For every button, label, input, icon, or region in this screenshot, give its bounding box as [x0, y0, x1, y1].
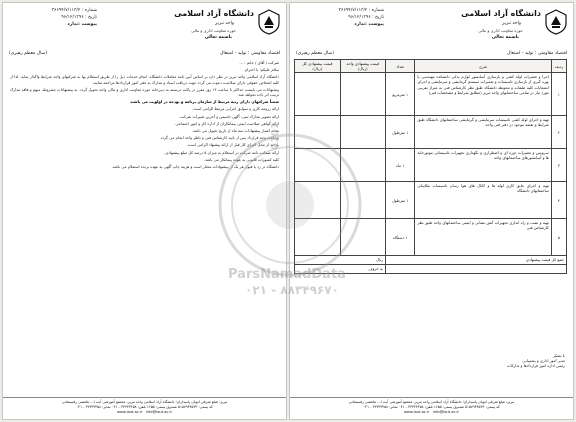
row-qty: ۱ مترطول [386, 116, 415, 149]
letter-date: تاریخ : ۹۶/۱۲/۱۳۹۶ [61, 15, 97, 20]
university-logo-icon [545, 9, 567, 35]
row-total-price[interactable] [295, 73, 341, 116]
row-no: ۱ [551, 73, 566, 116]
col-header-qty: تعداد [386, 60, 415, 73]
footer-contacts [290, 410, 573, 415]
year-note: (سال معظم رهبری) [9, 51, 47, 56]
letter-meta [7, 7, 97, 28]
row-qty: ۱ مترطول [386, 182, 415, 219]
university-name: دانشگاه آزاد اسلامی [174, 9, 254, 18]
row-desc: اجرا و تعمیرات لوله کشی و بازسازی آسانسور لوازم یدکی دانشکده مهندسی با بهره گیری از بازسازی تاسیسات و تعمیرات سیستم گرمایشی و سرمایشی و اجرای انشعابات کلیه طبقات و محوطه دانشگاه طبق نظر کارشناس فنی به متراژ تقریبی مورد نیاز در تمامی ساختمانهای واحد تبریز (مطابق شرایط و مشخصات فنی) [415, 73, 552, 116]
division-name: حوزه معاونت اداری و مالی [478, 28, 523, 33]
row-total-price[interactable] [295, 182, 341, 219]
bold-notice: ضمناً شرکتهای دارای رتبه مرتبط از سازمان برنامه و بودجه در اولویت می باشند [130, 99, 279, 105]
unit-name: واحد تبریز [215, 21, 234, 26]
col-header-no: ردیف [551, 60, 566, 73]
condition-item: مدت اعتبار پیشنهادات سه ماه از تاریخ تحویل می باشد. [191, 128, 279, 134]
letter-number: شماره : ۳۶۶۹۴/۷/۱۱۳/۲ [51, 8, 97, 13]
document-page-left [2, 2, 287, 420]
letter-meta [294, 7, 384, 28]
watermark-number: 0101 [270, 122, 281, 150]
sum-words: به حروف [368, 266, 384, 271]
row-total-price[interactable] [295, 149, 341, 182]
row-qty: ۱ مترمربع [386, 73, 415, 116]
col-header-unit-price: قیمت پیشنهادی واحد (ریال) [340, 60, 386, 73]
condition-item: کلیه کسورات قانونی به عهده پیمانکار می باشد. [203, 156, 279, 162]
row-unit-price[interactable] [340, 73, 386, 116]
letter-number: شماره : ۳۶۶۹۴/۷/۱۱۳/۲ [338, 8, 384, 13]
condition-item: بازدید از محل اجرای کار قبل از ارائه پیشنهاد الزامی است. [186, 142, 279, 148]
sum-rial-cell[interactable] [295, 256, 386, 265]
inquiry-subtitle: اقتصاد مقاومتی ؛ تولید - اشتغال [507, 51, 567, 56]
footer-web[interactable]: www.iaut.ac.ir [116, 410, 143, 414]
row-total-price[interactable] [295, 219, 341, 256]
unit-name: واحد تبریز [502, 21, 521, 26]
watermark-phone: ۰۲۱ - ۸۸۳۴۹۶۷۰ [245, 283, 339, 297]
signature-block [507, 353, 565, 368]
row-unit-price[interactable] [340, 182, 386, 219]
row-no: ۳ [551, 149, 566, 182]
row-desc: سرویس و تعمیرات دوره ای و اضطراری و نگهداری تجهیزات تاسیساتی موتورخانه ها و آسانسورهای ساختمانهای واحد [415, 149, 552, 182]
table-row [295, 182, 567, 219]
division-name: حوزه معاونت اداری و مالی [191, 28, 236, 33]
signature-name: مدیر امور اداری و پشتیبانی [522, 358, 565, 363]
footer-address: تبریز: ضلع شرقی اتوبان پاسداران؛ دانشگاه آزاد اسلامی واحد تبریز، مجتمع آموزشی آیت ا... هاشمی رفسنجانی [348, 400, 515, 404]
body-paragraph: پیشنهادات می بایست حداکثر تا ساعت ۱۴ روز مقرر در پاکت دربسته به دبیرخانه حوزه معاونت اداری و مالی واحد تحویل گردد. به پیشنهادات مشروط، مبهم و فاقد مدارک ترتیب اثر داده نخواهد شد. [10, 86, 280, 98]
row-desc: تهیه و اجرای لوله کشی تاسیسات سرمایشی و گرمایشی ساختمانهای دانشگاه طبق شرایط و نقشه موجود در دفتر فنی واحد [415, 116, 552, 149]
letter-header [290, 3, 573, 49]
col-header-total-price: قیمت پیشنهادی کل (ریال) [295, 60, 341, 73]
watermark-site: ParsNamadData [228, 267, 346, 282]
page-footer [290, 397, 573, 415]
body-paragraph: دانشگاه آزاد اسلامی واحد تبریز در نظر دارد بر اساس آیین نامه معاملات دانشگاه، انجام خدمات ذیل را از طریق استعلام بها به شرکتهای واجد شرایط واگذار نماید. لذا از کلیه اشخاص حقوقی دارای صلاحیت دعوت می گردد جهت دریافت اسناد و مدارک به دفتر امور قراردادها مراجعه نمایند. [10, 74, 279, 85]
greeting: سلام علیکم؛ با احترام [244, 67, 279, 73]
footer-contacts [3, 410, 286, 415]
footer-postal: کد پستی: ۵۱۵۷۹۴۴۵۳۳ صندوق پستی: ۱۶۵۵ تلفن: ۳۳۳۳۳۴۵۸ - ۰۴۱ نمابر: ۳۳۳۳۳۴۵۸ - ۰۴۱ [76, 405, 213, 409]
row-unit-price[interactable] [340, 116, 386, 149]
university-logo-icon [258, 9, 280, 35]
table-row [295, 149, 567, 182]
row-no: ۵ [551, 219, 566, 256]
row-qty: ۱ ماه [386, 149, 415, 182]
inquiry-subtitle: اقتصاد مقاومتی ؛ تولید - اشتغال [220, 51, 280, 56]
year-note: (سال معظم رهبری) [296, 51, 334, 56]
condition-item: ارائه تصویر مدارک ثبتی، آگهی تاسیس و آخرین تغییرات شرکت. [179, 113, 279, 119]
university-name: دانشگاه آزاد اسلامی [461, 9, 541, 18]
table-row [295, 116, 567, 149]
letter-header [3, 3, 286, 49]
items-table [294, 59, 567, 274]
salutation: باسمه تعالی [491, 35, 519, 40]
salutation: باسمه تعالی [204, 35, 232, 40]
proposal-label: پیشنهادی [525, 257, 541, 262]
col-header-desc: شرح [415, 60, 552, 73]
footer-email[interactable]: info@iaut.ac.ir [432, 410, 460, 414]
footer-postal: کد پستی: ۵۱۵۷۹۴۴۵۳۳ صندوق پستی: ۱۶۵۵ تلفن: ۳۳۳۳۳۴۵۸ - ۰۴۱ نمابر: ۳۳۳۳۳۴۵۸ - ۰۴۱ [363, 405, 500, 409]
row-no: ۴ [551, 182, 566, 219]
letter-date: تاریخ : ۹۶/۱۲/۱۳۹۶ [348, 15, 384, 20]
inquiry-title-row [3, 51, 286, 56]
page-footer [3, 397, 286, 415]
sum-label [386, 256, 567, 265]
letter-attachment: پیوست :ندارد [67, 22, 97, 27]
inquiry-title-row [290, 51, 573, 56]
condition-item: ارائه گواهی صلاحیت ایمنی پیمانکاران از اداره کار و امور اجتماعی. [174, 120, 279, 126]
document-page-right [289, 2, 574, 420]
footer-address: تبریز: ضلع شرقی اتوبان پاسداران؛ دانشگاه آزاد اسلامی واحد تبریز، مجتمع آموزشی آیت ا... هاشمی رفسنجانی [61, 400, 228, 404]
row-unit-price[interactable] [340, 149, 386, 182]
letter-attachment: پیوست :ندارد [354, 22, 384, 27]
footer-web[interactable]: www.iaut.ac.ir [403, 410, 430, 414]
row-desc: تهیه و نصب و راه اندازی تجهیزات آتش نشانی و ایمنی ساختمانهای واحد طبق نظر کارشناس فنی [415, 219, 552, 256]
signature-role: رئیس اداره امور قراردادها و تدارکات [506, 363, 565, 368]
row-qty: ۱ دستگاه [386, 219, 415, 256]
row-total-price[interactable] [295, 116, 341, 149]
sum-row [295, 256, 567, 265]
footer-email[interactable]: info@iaut.ac.ir [145, 410, 173, 414]
table-row [295, 73, 567, 116]
sum-label-text: جمع کل قیمت [541, 257, 564, 262]
letter-body [3, 60, 286, 169]
row-unit-price[interactable] [340, 219, 386, 256]
table-row [295, 219, 567, 256]
condition-item: ارائه ضمانت نامه شرکت در استعلام به میزان ۵ درصد کل مبلغ پیشنهادی. [164, 149, 279, 155]
row-no: ۲ [551, 116, 566, 149]
condition-item: پرداخت وجه قرارداد پس از تایید کارشناس فنی و ناظر واحد انجام می گردد. [159, 135, 279, 141]
row-desc: تهیه و اجرای عایق کاری لوله ها و کانال های هوا رسان تاسیسات مکانیکی ساختمانهای دانشگاه [415, 182, 552, 219]
closing-text: با تشکر [552, 353, 565, 358]
sum-rial: ریال [376, 257, 384, 262]
salutation-line: شرکت / آقای / خانم : ... [239, 60, 279, 65]
body-paragraph: دانشگاه در رد یا قبول هر یک از پیشنهادات مختار است و هزینه چاپ آگهی به عهده برنده استعلام می باشد. [111, 164, 279, 170]
condition-item: ارائه رزومه کاری و سوابق اجرایی مرتبط الزامی است. [192, 106, 279, 112]
